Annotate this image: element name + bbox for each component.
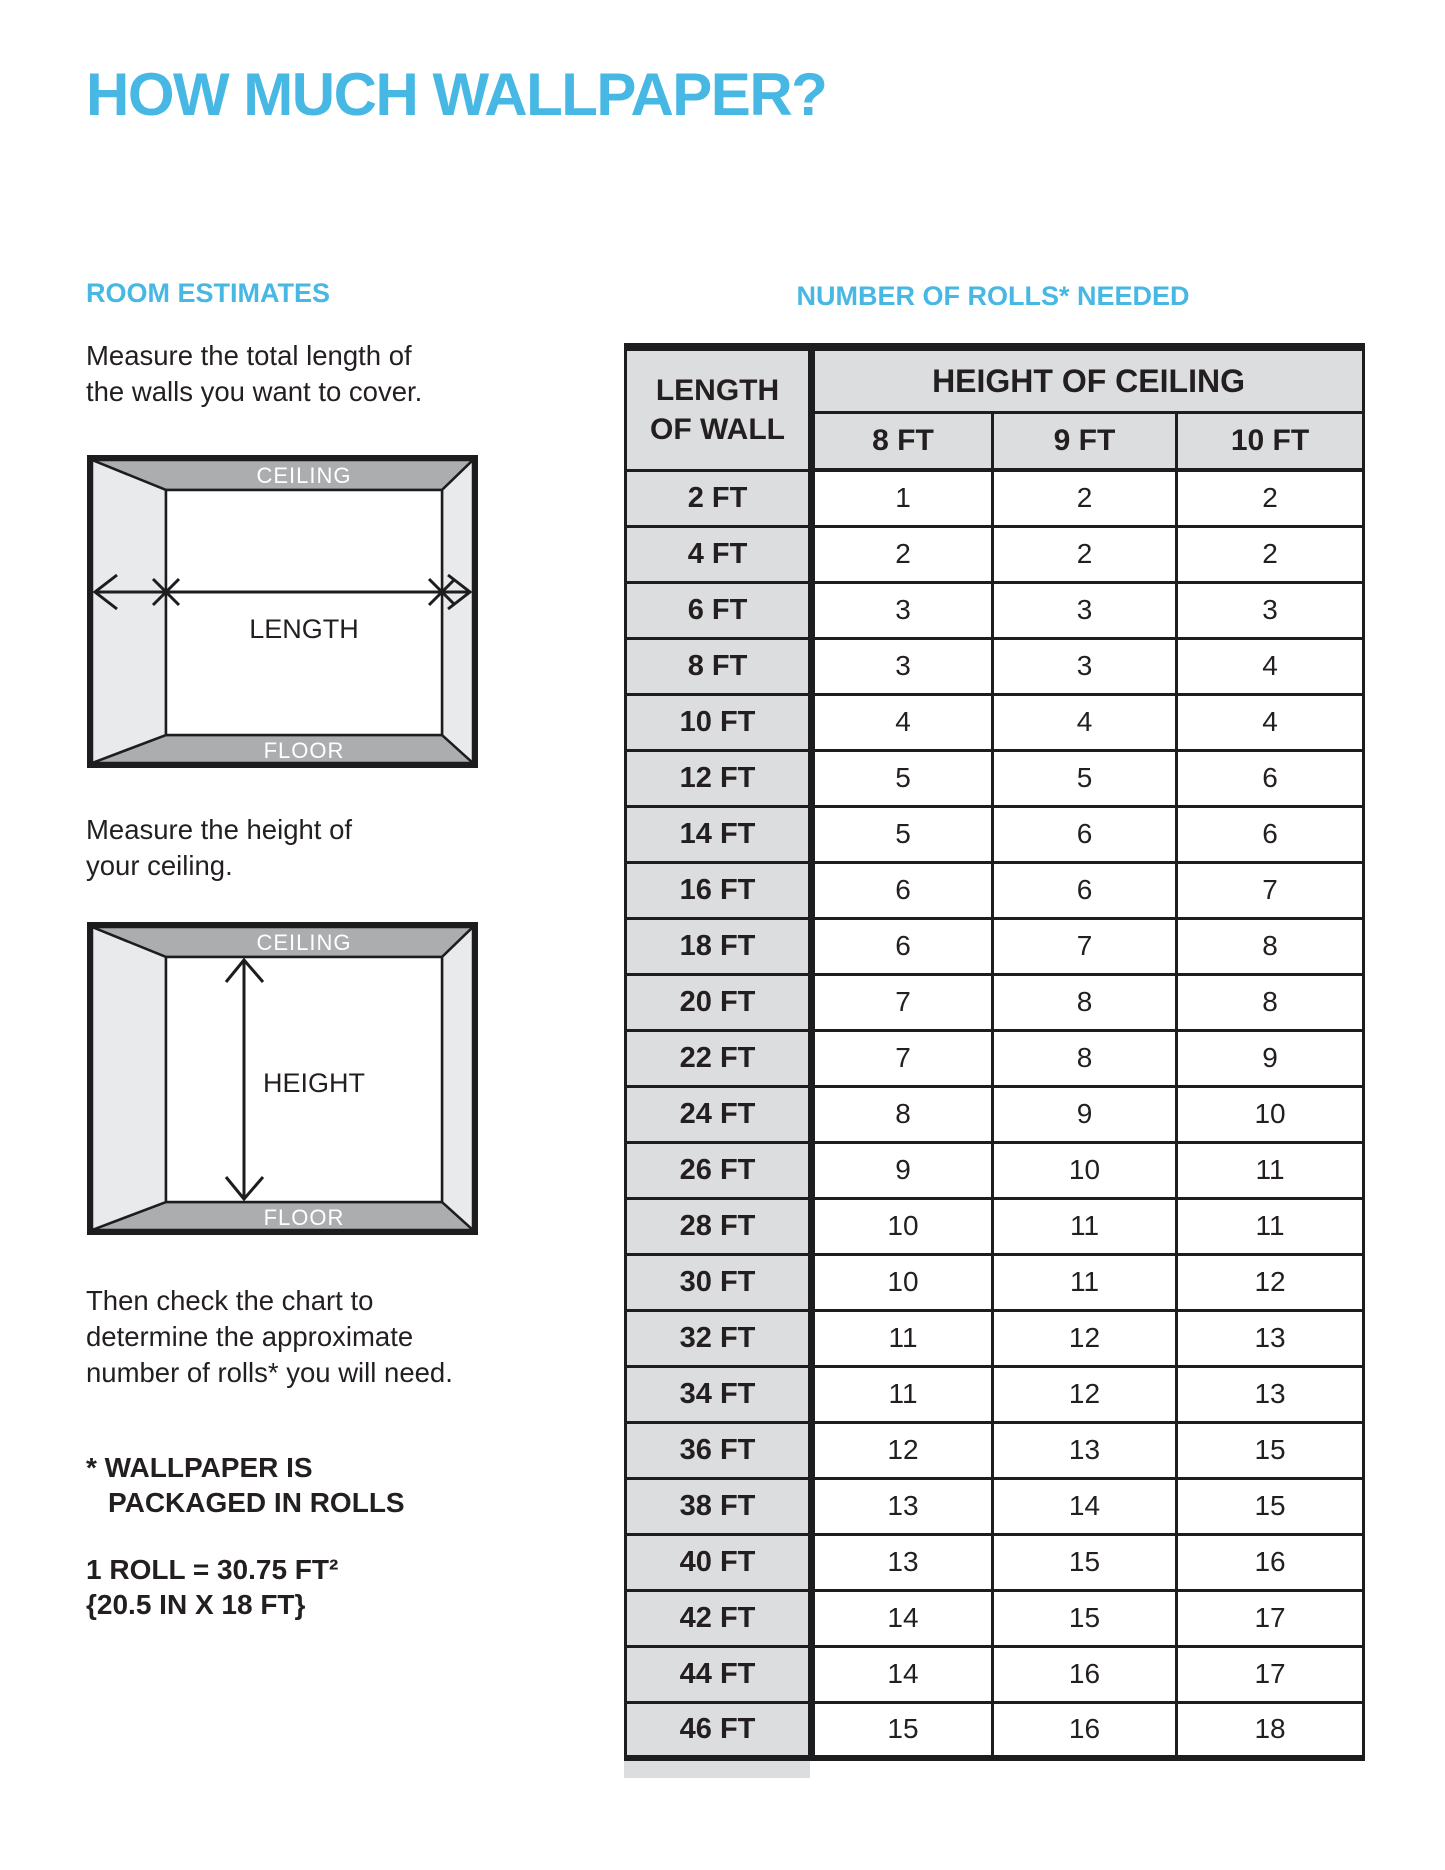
table-cell-value: 12 (812, 1422, 993, 1478)
table-row-label: 32 FT (626, 1310, 812, 1366)
table-cell-value: 9 (1177, 1030, 1364, 1086)
table-row (626, 918, 1364, 974)
table-cell-value: 11 (993, 1254, 1177, 1310)
table-cell-value: 7 (993, 918, 1177, 974)
table-row-label: 6 FT (626, 582, 812, 638)
table-cell-value: 11 (812, 1366, 993, 1422)
table-cell-value: 7 (812, 1030, 993, 1086)
table-cell-value: 11 (1177, 1142, 1364, 1198)
table-cell-value: 4 (812, 694, 993, 750)
table-cell-value: 2 (1177, 470, 1364, 526)
row-axis-title (626, 347, 812, 470)
table-row-label: 4 FT (626, 526, 812, 582)
table-row-label: 26 FT (626, 1142, 812, 1198)
table-cell-value: 2 (993, 470, 1177, 526)
table-cell-value: 16 (1177, 1534, 1364, 1590)
table-row (626, 806, 1364, 862)
table-header-row (626, 347, 1364, 413)
floor-label: FLOOR (263, 1205, 345, 1230)
table-row-label: 12 FT (626, 750, 812, 806)
table-cell-value: 9 (812, 1142, 993, 1198)
table-cell-value: 15 (1177, 1422, 1364, 1478)
table-row-label: 34 FT (626, 1366, 812, 1422)
table-cell-value: 18 (1177, 1702, 1364, 1758)
table-cell-value: 2 (993, 526, 1177, 582)
table-cell-value: 6 (993, 862, 1177, 918)
table-row (626, 1422, 1364, 1478)
table-cell-value: 2 (1177, 526, 1364, 582)
table-cell-value: 14 (993, 1478, 1177, 1534)
table-row-label: 42 FT (626, 1590, 812, 1646)
table-cell-value: 3 (812, 638, 993, 694)
table-cell-value: 10 (812, 1198, 993, 1254)
table-row (626, 1254, 1364, 1310)
ceiling-label: CEILING (256, 930, 352, 955)
room-length-diagram (87, 455, 478, 768)
table-cell-value: 3 (993, 582, 1177, 638)
table-cell-value: 6 (812, 862, 993, 918)
table-cell-value: 11 (812, 1310, 993, 1366)
table-row-label: 30 FT (626, 1254, 812, 1310)
table-cell-value: 4 (993, 694, 1177, 750)
table-row-label: 16 FT (626, 862, 812, 918)
table-cell-value: 11 (993, 1198, 1177, 1254)
table-row (626, 1590, 1364, 1646)
table-cell-value: 9 (993, 1086, 1177, 1142)
table-cell-value: 8 (812, 1086, 993, 1142)
table-row (626, 1310, 1364, 1366)
table-cell-value: 15 (993, 1590, 1177, 1646)
table-cell-value: 15 (993, 1534, 1177, 1590)
table-cell-value: 8 (1177, 974, 1364, 1030)
table-cell-value: 11 (1177, 1198, 1364, 1254)
table-cell-value: 13 (993, 1422, 1177, 1478)
table-cell-value: 10 (1177, 1086, 1364, 1142)
height-dimension-label: HEIGHT (263, 1068, 366, 1098)
table-row (626, 862, 1364, 918)
table-row (626, 1534, 1364, 1590)
floor-label: FLOOR (263, 738, 345, 763)
step1-line: Measure the total length of (86, 340, 412, 371)
table-cell-value: 15 (812, 1702, 993, 1758)
footnote-line: * WALLPAPER IS (86, 1452, 313, 1483)
table-cell-value: 13 (812, 1478, 993, 1534)
table-cell-value: 4 (1177, 694, 1364, 750)
table-row (626, 1030, 1364, 1086)
table-row-label: 14 FT (626, 806, 812, 862)
table-row (626, 1142, 1364, 1198)
table-row (626, 750, 1364, 806)
table-row (626, 582, 1364, 638)
table-row-label: 40 FT (626, 1534, 812, 1590)
table-cell-value: 15 (1177, 1478, 1364, 1534)
table-row (626, 1366, 1364, 1422)
rolls-needed-heading: NUMBER OF ROLLS* NEEDED (796, 281, 1190, 311)
table-cell-value: 5 (993, 750, 1177, 806)
left-wall (92, 927, 166, 1230)
table-cell-value: 2 (812, 526, 993, 582)
step3-text (86, 1283, 453, 1391)
step2-line: Measure the height of (86, 814, 353, 845)
rolls-table (624, 343, 1365, 1761)
table-row-label: 2 FT (626, 470, 812, 526)
table-cell-value: 14 (812, 1590, 993, 1646)
table-cell-value: 3 (812, 582, 993, 638)
table-cell-value: 13 (812, 1534, 993, 1590)
table-cell-value: 12 (1177, 1254, 1364, 1310)
table-row-label: 38 FT (626, 1478, 812, 1534)
left-wall (92, 460, 166, 763)
table-footer-stub (624, 1761, 810, 1778)
room-estimates-heading: ROOM ESTIMATES (86, 278, 331, 308)
table-cell-value: 8 (993, 1030, 1177, 1086)
step2-line: your ceiling. (86, 850, 233, 881)
right-wall (442, 460, 473, 763)
table-cell-value: 1 (812, 470, 993, 526)
table-cell-value: 6 (1177, 750, 1364, 806)
roll-spec-line: {20.5 IN X 18 FT} (86, 1589, 306, 1620)
table-row (626, 1198, 1364, 1254)
table-row-label: 44 FT (626, 1646, 812, 1702)
table-row (626, 694, 1364, 750)
table-cell-value: 13 (1177, 1310, 1364, 1366)
ceiling-label: CEILING (256, 463, 352, 488)
page-title: HOW MUCH WALLPAPER? (86, 61, 827, 128)
table-row (626, 1702, 1364, 1758)
table-cell-value: 17 (1177, 1646, 1364, 1702)
table-cell-value: 6 (1177, 806, 1364, 862)
row-axis-title-line: LENGTH (655, 373, 780, 407)
table-cell-value: 12 (993, 1366, 1177, 1422)
table-cell-value: 8 (993, 974, 1177, 1030)
table-row-label: 8 FT (626, 638, 812, 694)
rolls-table-area (624, 343, 1362, 1778)
col-group-title: HEIGHT OF CEILING (812, 347, 1364, 413)
roll-spec-line: 1 ROLL = 30.75 FT² (86, 1554, 339, 1585)
table-row (626, 1646, 1364, 1702)
table-cell-value: 14 (812, 1646, 993, 1702)
table-cell-value: 4 (1177, 638, 1364, 694)
table-cell-value: 12 (993, 1310, 1177, 1366)
table-row-label: 24 FT (626, 1086, 812, 1142)
table-cell-value: 16 (993, 1646, 1177, 1702)
row-axis-title-line: OF WALL (650, 412, 785, 446)
table-row-label: 22 FT (626, 1030, 812, 1086)
step3-line: number of rolls* you will need. (86, 1357, 453, 1388)
table-cell-value: 3 (993, 638, 1177, 694)
rolls-table-body (626, 470, 1364, 1758)
col-header-9ft: 9 FT (993, 413, 1177, 471)
roll-spec (86, 1552, 338, 1622)
step1-line: the walls you want to cover. (86, 376, 423, 407)
table-row-label: 36 FT (626, 1422, 812, 1478)
footnote-line: PACKAGED IN ROLLS (108, 1487, 405, 1518)
table-row (626, 1478, 1364, 1534)
table-cell-value: 13 (1177, 1366, 1364, 1422)
step2-text (86, 812, 352, 884)
col-header-10ft: 10 FT (1177, 413, 1364, 471)
table-row-label: 20 FT (626, 974, 812, 1030)
step3-line: determine the approximate (86, 1321, 414, 1352)
right-wall (442, 927, 473, 1230)
table-cell-value: 7 (812, 974, 993, 1030)
table-cell-value: 16 (993, 1702, 1177, 1758)
table-row (626, 1086, 1364, 1142)
table-cell-value: 5 (812, 750, 993, 806)
room-height-diagram (87, 922, 478, 1235)
table-cell-value: 6 (993, 806, 1177, 862)
step1-text (86, 338, 422, 410)
table-cell-value: 8 (1177, 918, 1364, 974)
length-dimension-label: LENGTH (249, 614, 359, 644)
step3-line: Then check the chart to (86, 1285, 374, 1316)
table-cell-value: 3 (1177, 582, 1364, 638)
table-row (626, 526, 1364, 582)
table-row-label: 10 FT (626, 694, 812, 750)
table-cell-value: 5 (812, 806, 993, 862)
table-cell-value: 10 (812, 1254, 993, 1310)
table-row-label: 18 FT (626, 918, 812, 974)
table-row (626, 974, 1364, 1030)
table-cell-value: 17 (1177, 1590, 1364, 1646)
table-row (626, 638, 1364, 694)
table-cell-value: 6 (812, 918, 993, 974)
back-wall (166, 490, 442, 735)
table-row-label: 46 FT (626, 1702, 812, 1758)
table-cell-value: 7 (1177, 862, 1364, 918)
table-cell-value: 10 (993, 1142, 1177, 1198)
wallpaper-footnote (86, 1450, 405, 1520)
table-row-label: 28 FT (626, 1198, 812, 1254)
table-row (626, 470, 1364, 526)
col-header-8ft: 8 FT (812, 413, 993, 471)
